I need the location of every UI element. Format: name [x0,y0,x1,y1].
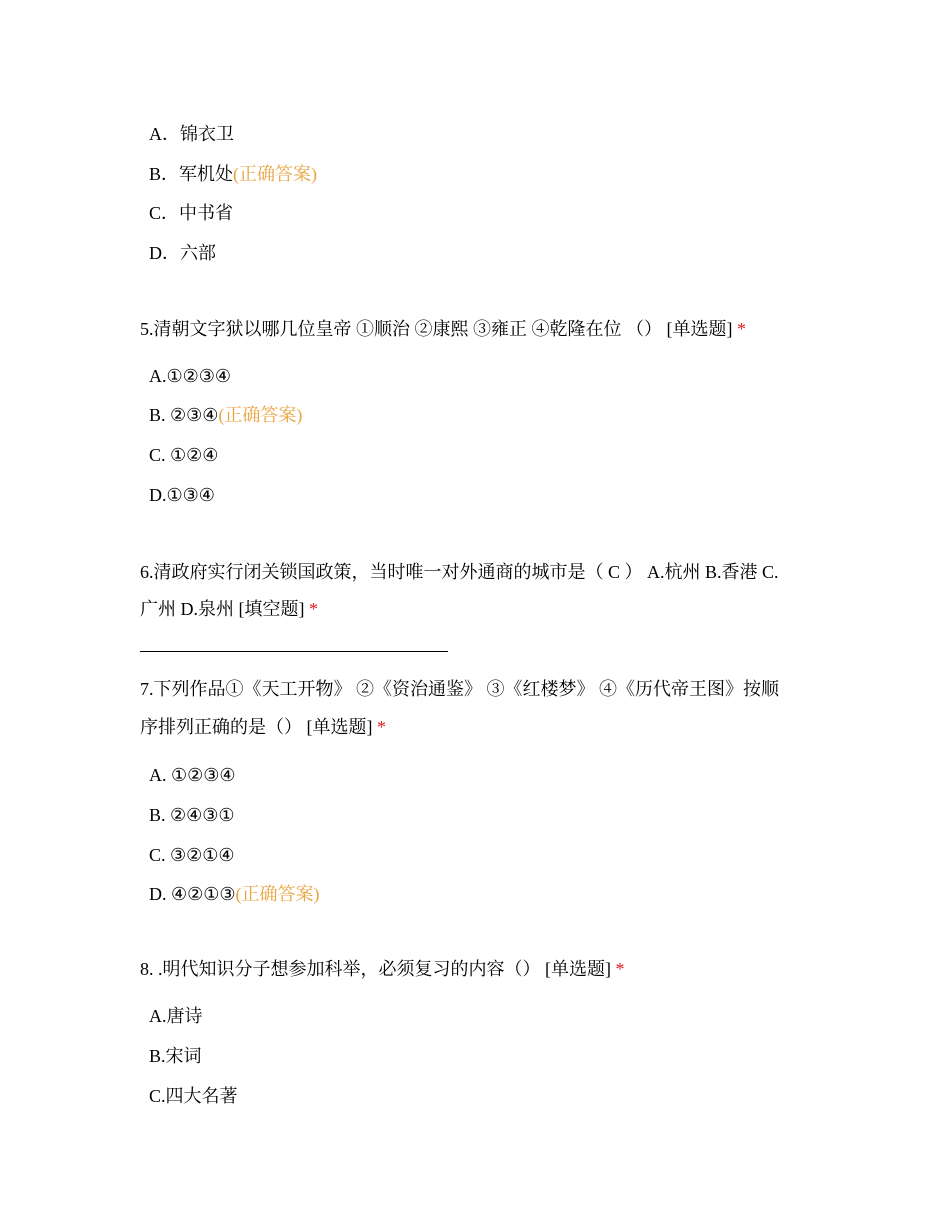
q5-question [140,311,746,348]
option-label: A. ①②③④ [149,765,236,785]
q4-option-b[interactable] [149,162,317,186]
q6-question-line-1 [140,554,779,591]
question-text: 7.下列作品①《天工开物》 ②《资治通鉴》 ③《红楼梦》 ④《历代帝王图》按顺 [140,679,779,699]
question-text: 广州 D.泉州 [填空题] [140,599,305,619]
option-label: B. ②④③① [149,805,235,825]
option-label: D. ④②①③ [149,884,236,904]
required-mark: * [615,959,625,979]
option-label: D.①③④ [149,485,215,505]
question-text: 5.清朝文字狱以哪几位皇帝 ①顺治 ②康熙 ③雍正 ④乾隆在位 （） [单选题] [140,319,733,339]
q5-option-a[interactable] [149,364,231,388]
q5-option-b[interactable] [149,403,302,427]
q4-option-d[interactable] [149,241,216,265]
q8-option-c[interactable] [149,1084,238,1108]
correct-answer-mark: (正确答案) [233,164,318,184]
option-label: C．中书省 [149,203,234,223]
q6-answer-blank[interactable] [140,651,448,652]
question-text: 序排列正确的是（） [单选题] [140,717,373,737]
option-label: D．六部 [149,243,216,263]
q4-option-a[interactable] [149,122,234,146]
option-label: C.四大名著 [149,1086,238,1106]
q8-option-b[interactable] [149,1044,202,1068]
q8-option-a[interactable] [149,1004,203,1028]
required-mark: * [377,717,386,737]
option-label: A.唐诗 [149,1006,203,1026]
option-label: A.①②③④ [149,366,232,386]
option-label: A．锦衣卫 [149,124,234,144]
required-mark: * [737,319,746,339]
option-label: B.宋词 [149,1046,202,1066]
q4-option-c[interactable] [149,201,233,225]
q5-option-c[interactable] [149,443,218,467]
q7-option-d[interactable] [149,882,320,906]
q7-option-b[interactable] [149,803,235,827]
q8-question [140,951,625,988]
q7-question-line-2 [140,709,386,746]
option-label: C. ③②①④ [149,845,235,865]
q7-option-a[interactable] [149,763,236,787]
question-text: 8. .明代知识分子想参加科举，必须复习的内容（） [单选题] [140,959,611,979]
correct-answer-mark: (正确答案) [218,405,303,425]
question-text: 6.清政府实行闭关锁国政策，当时唯一对外通商的城市是（ C ） A.杭州 B.香港 C. [140,562,779,582]
q7-option-c[interactable] [149,843,235,867]
q5-option-d[interactable] [149,483,215,507]
option-label: B．军机处 [149,164,234,184]
required-mark: * [309,599,318,619]
option-label: C. ①②④ [149,445,219,465]
correct-answer-mark: (正确答案) [235,884,320,904]
option-label: B. ②③④ [149,405,219,425]
q7-question-line-1 [140,671,779,708]
q6-question-line-2 [140,591,318,628]
